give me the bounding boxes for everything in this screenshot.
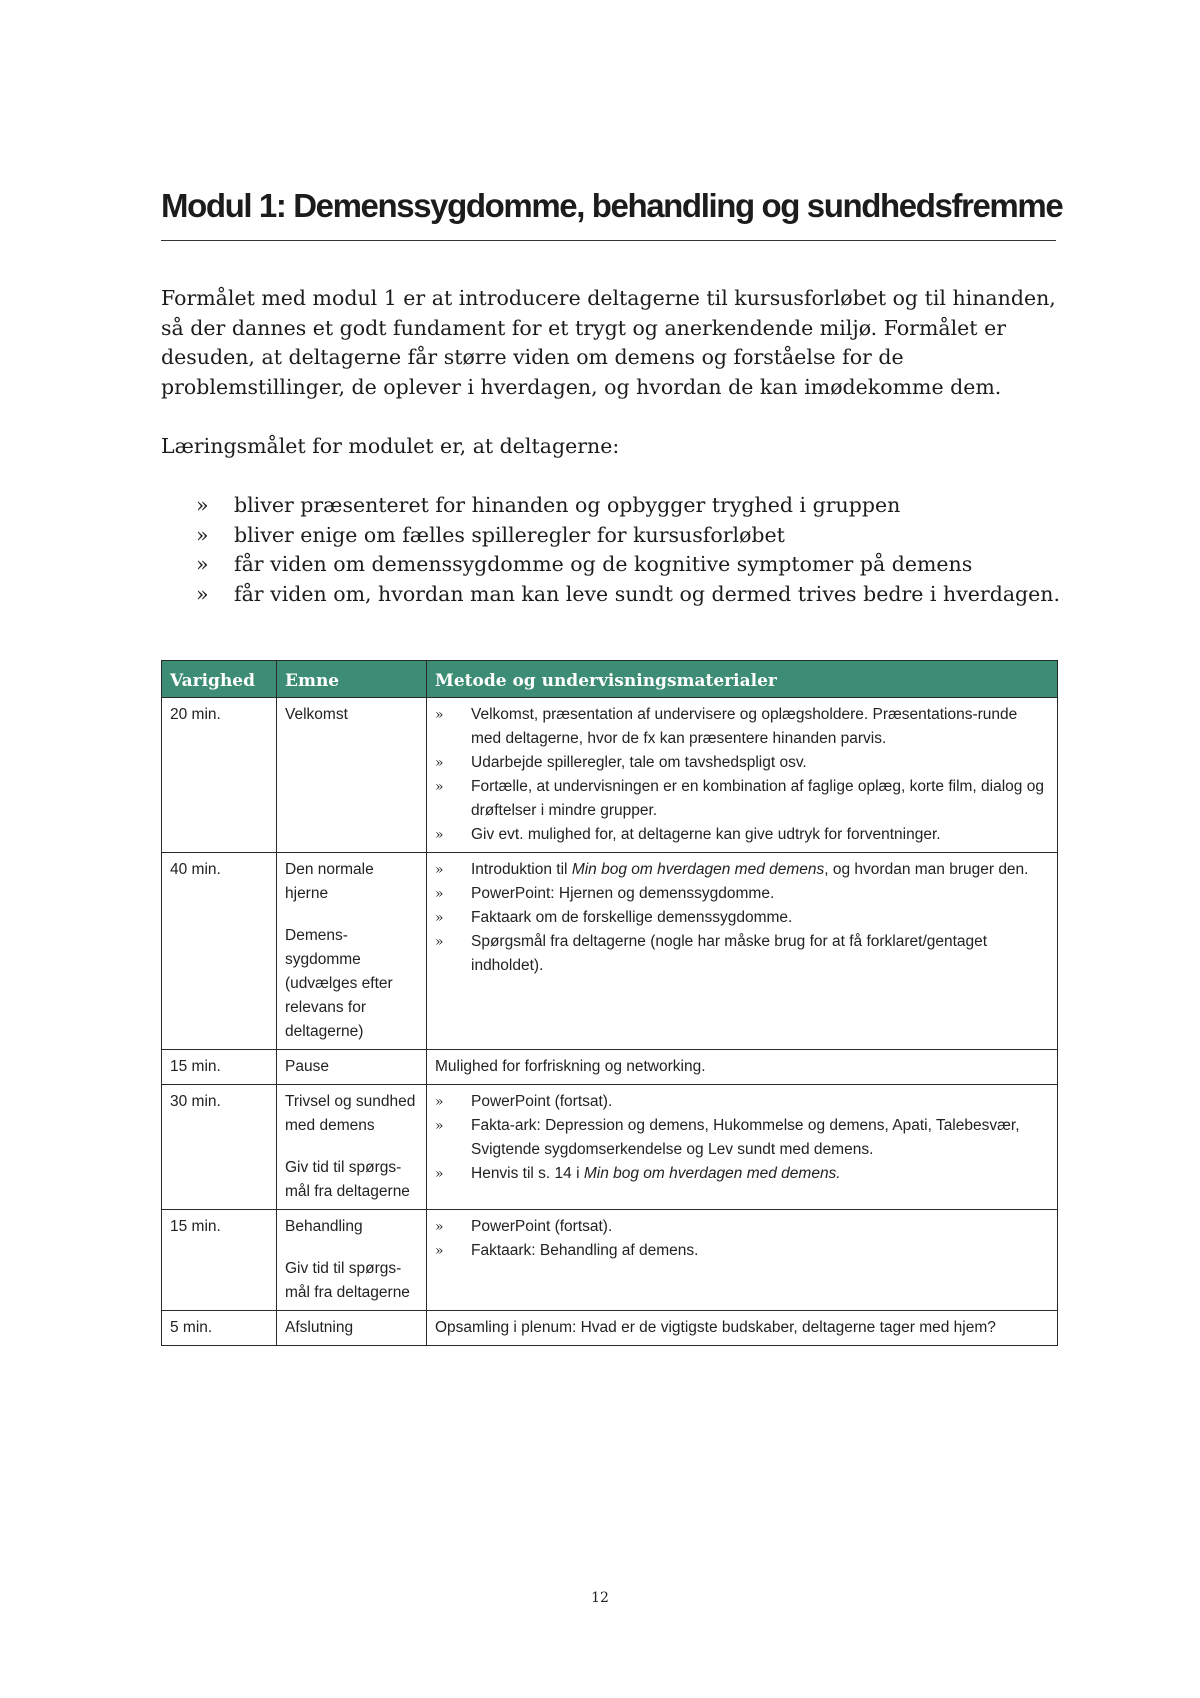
header-method: Metode og undervisningsmaterialer <box>427 661 1058 698</box>
method-item <box>435 858 1049 882</box>
table-row <box>162 853 1058 1050</box>
schedule-table <box>161 660 1058 1346</box>
duration-cell: 40 min. <box>162 853 277 1050</box>
topic-text: Demens-sygdomme (udvælges efter relevans for deltagerne) <box>285 927 393 1040</box>
page-title: Modul 1: Demenssygdomme, behandling og sundhedsfremme <box>161 187 1063 224</box>
book-title: Min bog om hverdagen med demens <box>571 861 825 878</box>
topic-text: Giv tid til spørgs-mål fra deltagerne <box>285 1159 410 1200</box>
bullet-marker: » <box>435 862 444 878</box>
topic-cell <box>277 853 427 1050</box>
topic-cell <box>277 1210 427 1311</box>
method-item <box>435 930 1049 978</box>
method-cell <box>427 698 1058 853</box>
table-header-row <box>162 661 1058 698</box>
bullet-marker: » <box>196 552 209 576</box>
text-segment: PowerPoint (fortsat). <box>471 1093 613 1110</box>
bullet-marker: » <box>196 581 209 606</box>
bullet-marker: » <box>435 910 444 926</box>
text-segment: Fortælle, at undervisningen er en kombination af faglige oplæg, korte film, dialog og drøftelser i mindre grupper. <box>471 778 1044 819</box>
goal-item <box>161 491 1056 521</box>
method-cell: Mulighed for forfriskning og networking. <box>427 1050 1058 1085</box>
method-list <box>435 703 1049 847</box>
table-row <box>162 1085 1058 1210</box>
bullet-marker: » <box>435 1243 444 1259</box>
method-item <box>435 703 1049 751</box>
method-item <box>435 751 1049 775</box>
method-cell <box>427 1085 1058 1210</box>
bullet-marker: » <box>435 1118 444 1134</box>
method-item <box>435 775 1049 823</box>
method-item <box>435 823 1049 847</box>
topic-text: Behandling <box>285 1218 363 1235</box>
bullet-marker: » <box>435 886 444 902</box>
goal-text: får viden om demenssygdomme og de kognitive symptomer på demens <box>234 552 973 576</box>
method-list <box>435 858 1049 978</box>
bullet-marker: » <box>435 707 444 723</box>
method-cell <box>427 1210 1058 1311</box>
text-segment: Faktaark: Behandling af demens. <box>471 1242 699 1259</box>
text-segment: Udarbejde spilleregler, tale om tavshedspligt osv. <box>471 754 807 771</box>
duration-cell: 20 min. <box>162 698 277 853</box>
bullet-marker: » <box>435 1219 444 1235</box>
table-row <box>162 698 1058 853</box>
topic-cell <box>277 1085 427 1210</box>
goal-item <box>161 550 1056 580</box>
topic-text: Giv tid til spørgs-mål fra deltagerne <box>285 1260 410 1301</box>
method-item <box>435 882 1049 906</box>
method-text <box>471 1090 1049 1114</box>
method-text <box>471 906 1049 930</box>
bullet-marker: » <box>435 1094 444 1110</box>
topic-text: Pause <box>285 1058 329 1075</box>
method-text <box>471 930 1049 978</box>
duration-cell: 15 min. <box>162 1050 277 1085</box>
goals-lead: Læringsmålet for modulet er, at deltagerne: <box>161 434 620 458</box>
method-list <box>435 1215 1049 1263</box>
method-item <box>435 1239 1049 1263</box>
table-row <box>162 1050 1058 1085</box>
bullet-marker: » <box>435 827 444 843</box>
duration-cell: 15 min. <box>162 1210 277 1311</box>
method-text <box>471 858 1049 882</box>
method-cell <box>427 853 1058 1050</box>
method-cell: Opsamling i plenum: Hvad er de vigtigste budskaber, deltagerne tager med hjem? <box>427 1311 1058 1346</box>
table-row <box>162 1210 1058 1311</box>
text-segment: Velkomst, præsentation af undervisere og oplægsholdere. Præsentations-runde med deltagerne, hvor de fx kan præsentere hinanden parvis. <box>471 706 1018 747</box>
text-segment: , og hvordan man bruger den. <box>824 861 1029 878</box>
table-row <box>162 1311 1058 1346</box>
method-text <box>471 882 1049 906</box>
topic-text: Trivsel og sundhed med demens <box>285 1093 416 1134</box>
method-item <box>435 1215 1049 1239</box>
book-title: Min bog om hverdagen med demens. <box>583 1165 841 1182</box>
goal-text: bliver enige om fælles spilleregler for kursusforløbet <box>234 522 785 547</box>
learning-goals-list <box>161 491 1061 609</box>
topic-cell <box>277 698 427 853</box>
text-segment: Henvis til s. 14 i <box>471 1165 584 1182</box>
method-item <box>435 1162 1049 1186</box>
text-segment: Spørgsmål fra deltagerne (nogle har måske brug for at få forklaret/gentaget indholdet). <box>471 933 988 974</box>
bullet-marker: » <box>196 522 209 547</box>
method-text <box>471 1162 1049 1186</box>
text-segment: PowerPoint: Hjernen og demenssygdomme. <box>471 885 775 902</box>
header-duration: Varighed <box>162 661 277 698</box>
method-text <box>471 751 1049 775</box>
bullet-marker: » <box>196 493 209 517</box>
duration-cell: 30 min. <box>162 1085 277 1210</box>
text-segment: Fakta-ark: Depression og demens, Hukommelse og demens, Apati, Talebesvær, Svigtende sygdomserkendelse og Lev sundt med demens. <box>471 1117 1020 1158</box>
intro-paragraph: Formålet med modul 1 er at introducere deltagerne til kursusforløbet og til hinanden, så der dannes et godt fundament for et trygt og anerkendende miljø. Formålet er desuden, at deltagerne får større viden om demens og forståelse for de problemstillinger, de oplever i hverdagen, og hvordan de kan imødekomme dem. <box>161 286 1056 399</box>
duration-cell: 5 min. <box>162 1311 277 1346</box>
method-item <box>435 1090 1049 1114</box>
goal-item <box>161 521 1056 551</box>
topic-text: Velkomst <box>285 706 348 723</box>
goal-text: får viden om, hvordan man kan leve sundt og dermed trives bedre i hverdagen. <box>234 581 1061 606</box>
bullet-marker: » <box>435 779 444 795</box>
bullet-marker: » <box>435 755 444 771</box>
bullet-marker: » <box>435 934 444 950</box>
header-topic: Emne <box>277 661 427 698</box>
bullet-marker: » <box>435 1166 444 1182</box>
method-text <box>471 775 1049 823</box>
text-segment: Introduktion til <box>471 861 572 878</box>
method-text <box>471 1239 1049 1263</box>
method-text <box>471 1215 1049 1239</box>
page-number: 12 <box>591 1590 609 1606</box>
method-list <box>435 1090 1049 1186</box>
method-text <box>471 823 1049 847</box>
topic-cell <box>277 1311 427 1346</box>
method-item <box>435 906 1049 930</box>
text-segment: PowerPoint (fortsat). <box>471 1218 613 1235</box>
topic-text: Den normale hjerne <box>285 861 374 902</box>
text-segment: Giv evt. mulighed for, at deltagerne kan give udtryk for forventninger. <box>471 826 941 843</box>
goal-item <box>161 580 1061 610</box>
method-text <box>471 1114 1049 1162</box>
topic-text: Afslutning <box>285 1319 354 1336</box>
goal-text: bliver præsenteret for hinanden og opbygger tryghed i gruppen <box>234 493 901 517</box>
text-segment: Faktaark om de forskellige demenssygdomme. <box>471 909 793 926</box>
method-text <box>471 703 1049 751</box>
method-item <box>435 1114 1049 1162</box>
topic-cell <box>277 1050 427 1085</box>
title-divider <box>161 240 1056 241</box>
